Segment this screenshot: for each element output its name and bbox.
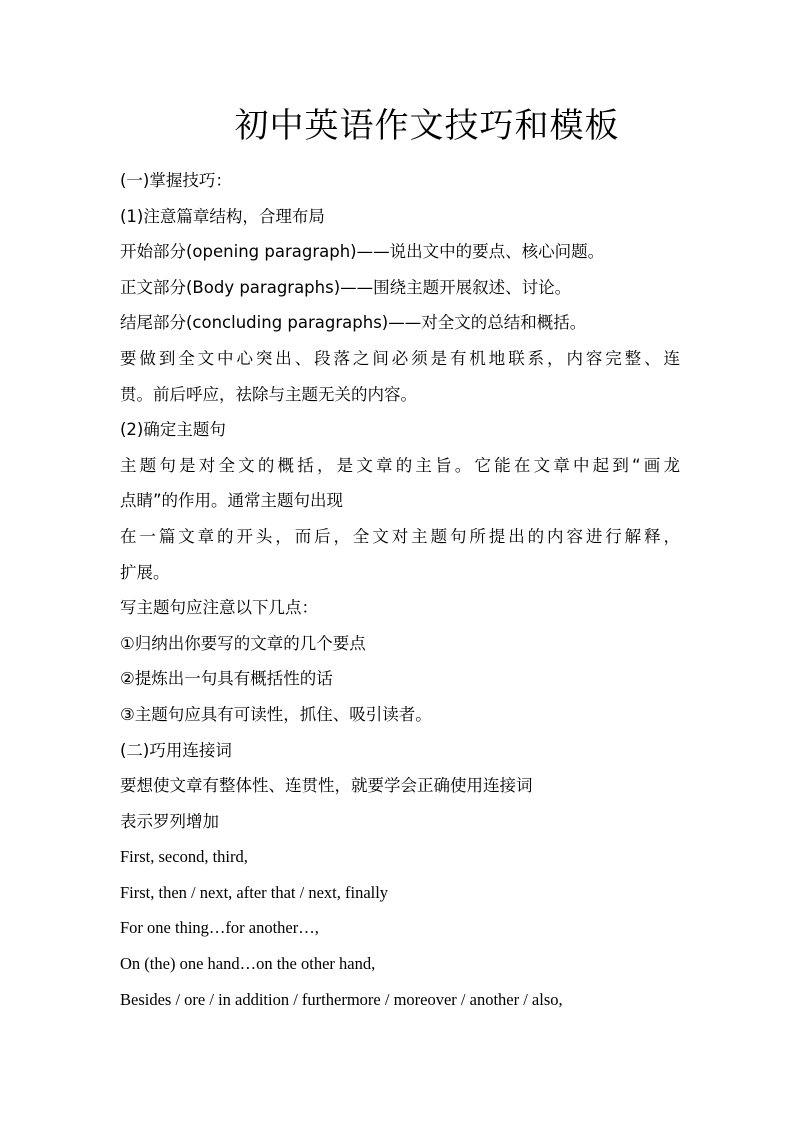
paragraph-line: 表示罗列增加 <box>120 811 219 831</box>
paragraph-line: 要想使文章有整体性、连贯性，就要学会正确使用连接词 <box>120 776 533 796</box>
list-item: ①归纳出你要写的文章的几个要点 <box>120 633 366 653</box>
example-line: First, then / next, after that / next, finally <box>120 882 389 902</box>
paragraph-line: 主题句是对全文的概括，是文章的主旨。它能在文章中起到“画龙 <box>120 455 680 475</box>
example-line: On (the) one hand…on the other hand, <box>120 954 376 974</box>
paragraph-line: 要做到全文中心突出、段落之间必须是有机地联系，内容完整、连 <box>120 348 680 368</box>
paragraph-line: 结尾部分(concluding paragraphs)——对全文的总结和概括。 <box>120 313 587 333</box>
list-item: ③主题句应具有可读性，抓住、吸引读者。 <box>120 704 432 724</box>
example-line: First, second, third, <box>120 847 248 867</box>
section-heading: (二)巧用连接词 <box>120 740 232 760</box>
paragraph-line: 正文部分(Body paragraphs)——围绕主题开展叙述、讨论。 <box>120 277 572 297</box>
subsection-heading: (2)确定主题句 <box>120 420 226 440</box>
subsection-heading: (1)注意篇章结构，合理布局 <box>120 206 325 226</box>
example-line: Besides / ore / in addition / furthermore / moreover / another / also, <box>120 989 563 1009</box>
paragraph-line: 开始部分(opening paragraph)——说出文中的要点、核心问题。 <box>120 242 605 262</box>
paragraph-line: 点睛”的作用。通常主题句出现 <box>120 491 344 511</box>
list-item: ②提炼出一句具有概括性的话 <box>120 669 333 689</box>
section-heading: (一)掌握技巧： <box>120 171 232 190</box>
paragraph-line: 写主题句应注意以下几点： <box>120 598 318 618</box>
example-line: For one thing…for another…, <box>120 918 319 938</box>
document-body <box>120 170 680 1024</box>
document-title: 初中英语作文技巧和模板 <box>234 106 620 146</box>
paragraph-line: 扩展。 <box>120 562 170 582</box>
paragraph-line: 在一篇文章的开头，而后，全文对主题句所提出的内容进行解释， <box>120 526 680 546</box>
paragraph-line: 贯。前后呼应，祛除与主题无关的内容。 <box>120 384 417 404</box>
